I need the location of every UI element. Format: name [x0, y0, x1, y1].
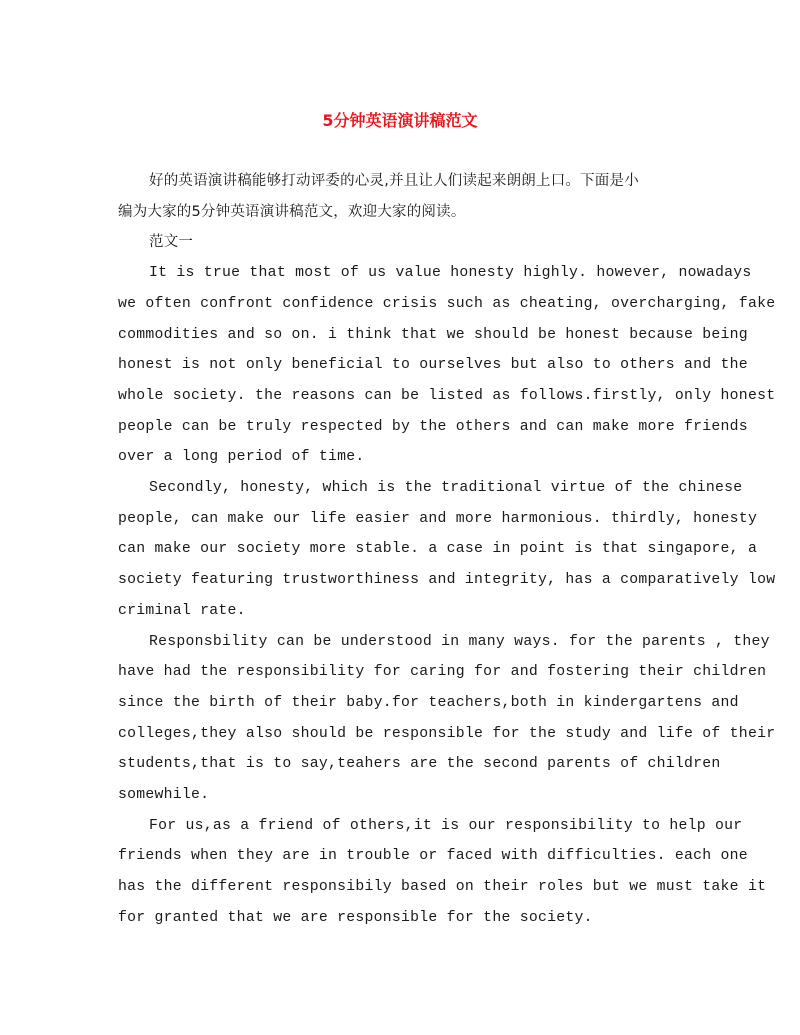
paragraph-line: Secondly, honesty, which is the traditional virtue of the chinese — [149, 480, 743, 497]
paragraph-line: for granted that we are responsible for the society. — [118, 909, 593, 926]
paragraph-line: have had the responsibility for caring for and fostering their children — [118, 664, 767, 681]
paragraph-line: can make our society more stable. a case in point is that singapore, a — [118, 541, 758, 558]
paragraph-line: whole society. the reasons can be listed as follows.firstly, only honest — [118, 387, 776, 404]
intro-line: 好的英语演讲稿能够打动评委的心灵,并且让人们读起来朗朗上口。下面是小 — [149, 173, 639, 189]
intro-line: 编为大家的5分钟英语演讲稿范文，欢迎大家的阅读。 — [118, 203, 466, 220]
body-paragraph-4 — [118, 811, 767, 934]
paragraph-line: It is true that most of us value honesty highly. however, nowadays — [149, 265, 752, 282]
paragraph-line: we often confront confidence crisis such as cheating, overcharging, fake — [118, 295, 776, 312]
paragraph-line: criminal rate. — [118, 602, 246, 619]
paragraph-line: colleges,they also should be responsible for the study and life of their — [118, 725, 776, 742]
paragraph-line: society featuring trustworthiness and integrity, has a comparatively low — [118, 572, 776, 589]
paragraph-line: over a long period of time. — [118, 449, 365, 466]
section-heading: 范文一 — [149, 234, 194, 251]
body-paragraph-1 — [118, 258, 776, 473]
paragraph-line: students,that is to say,teahers are the second parents of children — [118, 756, 721, 773]
paragraph-line: has the different responsibily based on their roles but we must take it — [118, 879, 767, 896]
paragraph-line: honest is not only beneficial to ourselves but also to others and the — [118, 357, 748, 374]
intro-paragraph — [118, 166, 690, 227]
paragraph-line: people can be truly respected by the others and can make more friends — [118, 418, 748, 435]
paragraph-line: Responsbility can be understood in many ways. for the parents , they — [149, 633, 770, 650]
paragraph-line: somewhile. — [118, 787, 210, 804]
document-title: 5分钟英语演讲稿范文 — [322, 111, 478, 130]
paragraph-line: since the birth of their baby.for teachers,both in kindergartens and — [118, 694, 739, 711]
document-body — [118, 166, 776, 934]
paragraph-line: For us,as a friend of others,it is our responsibility to help our — [149, 817, 743, 834]
body-paragraph-2 — [118, 473, 776, 627]
body-paragraph-3 — [118, 627, 776, 811]
paragraph-line: commodities and so on. i think that we should be honest because being — [118, 326, 748, 343]
paragraph-line: people, can make our life easier and more harmonious. thirdly, honesty — [118, 510, 758, 527]
paragraph-line: friends when they are in trouble or faced with difficulties. each one — [118, 848, 748, 865]
section-heading-paragraph — [118, 227, 690, 258]
